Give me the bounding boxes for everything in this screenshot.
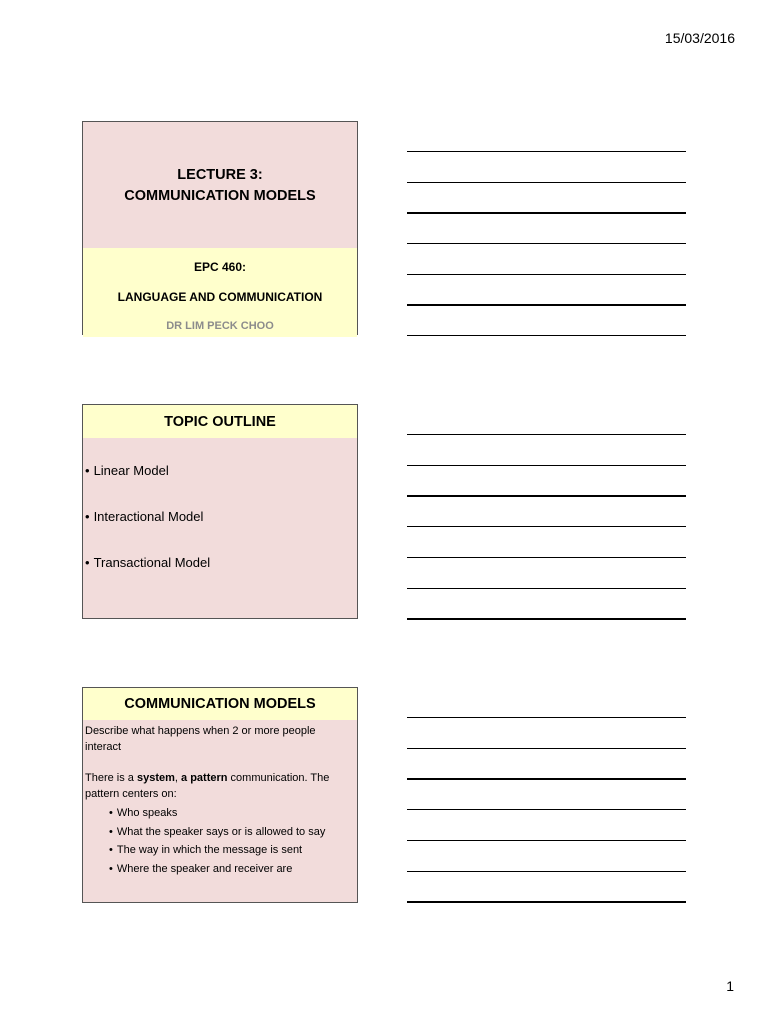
note-line	[407, 778, 686, 780]
pattern-text-part: There is a	[85, 772, 137, 784]
list-item: • Transactional Model	[85, 554, 357, 600]
slide-body	[83, 720, 357, 878]
course-info	[83, 248, 357, 337]
note-line	[407, 335, 686, 336]
slide-title	[82, 121, 358, 335]
note-line	[407, 434, 686, 435]
pattern-text	[85, 771, 354, 802]
list-item: • What the speaker says or is allowed to say	[109, 823, 354, 842]
list-item: • Where the speaker and receiver are	[109, 860, 354, 879]
note-line	[407, 901, 686, 903]
course-name: LANGUAGE AND COMMUNICATION	[117, 290, 323, 304]
note-line	[407, 151, 686, 152]
note-line	[407, 717, 686, 718]
slide-communication-models	[82, 687, 358, 903]
note-line	[407, 212, 686, 214]
note-line	[407, 274, 686, 275]
list-item: • Who speaks	[109, 804, 354, 823]
list-item: • Interactional Model	[85, 508, 357, 554]
note-line	[407, 588, 686, 589]
note-line	[407, 809, 686, 810]
note-line	[407, 840, 686, 841]
pattern-text-part: ,	[174, 772, 182, 784]
lecture-title	[83, 122, 357, 248]
topic-list	[83, 438, 357, 600]
note-line	[407, 871, 686, 872]
note-line	[407, 243, 686, 244]
course-code: EPC 460:	[193, 260, 247, 274]
slide-heading: TOPIC OUTLINE	[83, 405, 357, 438]
slide-topic-outline	[82, 404, 358, 619]
note-line	[407, 495, 686, 497]
lecture-number: LECTURE 3:	[177, 167, 263, 183]
lecture-topic: COMMUNICATION MODELS	[124, 188, 316, 204]
note-line	[407, 618, 686, 620]
note-line	[407, 465, 686, 466]
pattern-term: a pattern	[181, 772, 228, 784]
note-line	[407, 748, 686, 749]
description-text: Describe what happens when 2 or more people interact	[85, 725, 316, 753]
author-name: DR LIM PECK CHOO	[166, 320, 274, 332]
page-number: 1	[726, 978, 734, 994]
note-line	[407, 182, 686, 183]
note-line	[407, 557, 686, 558]
pattern-text-part: communication. The pattern centers on:	[85, 772, 330, 800]
print-date: 15/03/2016	[664, 30, 735, 46]
list-item: • The way in which the message is sent	[109, 841, 354, 860]
note-line	[407, 526, 686, 527]
pattern-list	[85, 804, 354, 878]
list-item: • Linear Model	[85, 462, 357, 508]
note-line	[407, 304, 686, 306]
slide-heading: COMMUNICATION MODELS	[83, 688, 357, 720]
system-term: system	[136, 772, 175, 784]
